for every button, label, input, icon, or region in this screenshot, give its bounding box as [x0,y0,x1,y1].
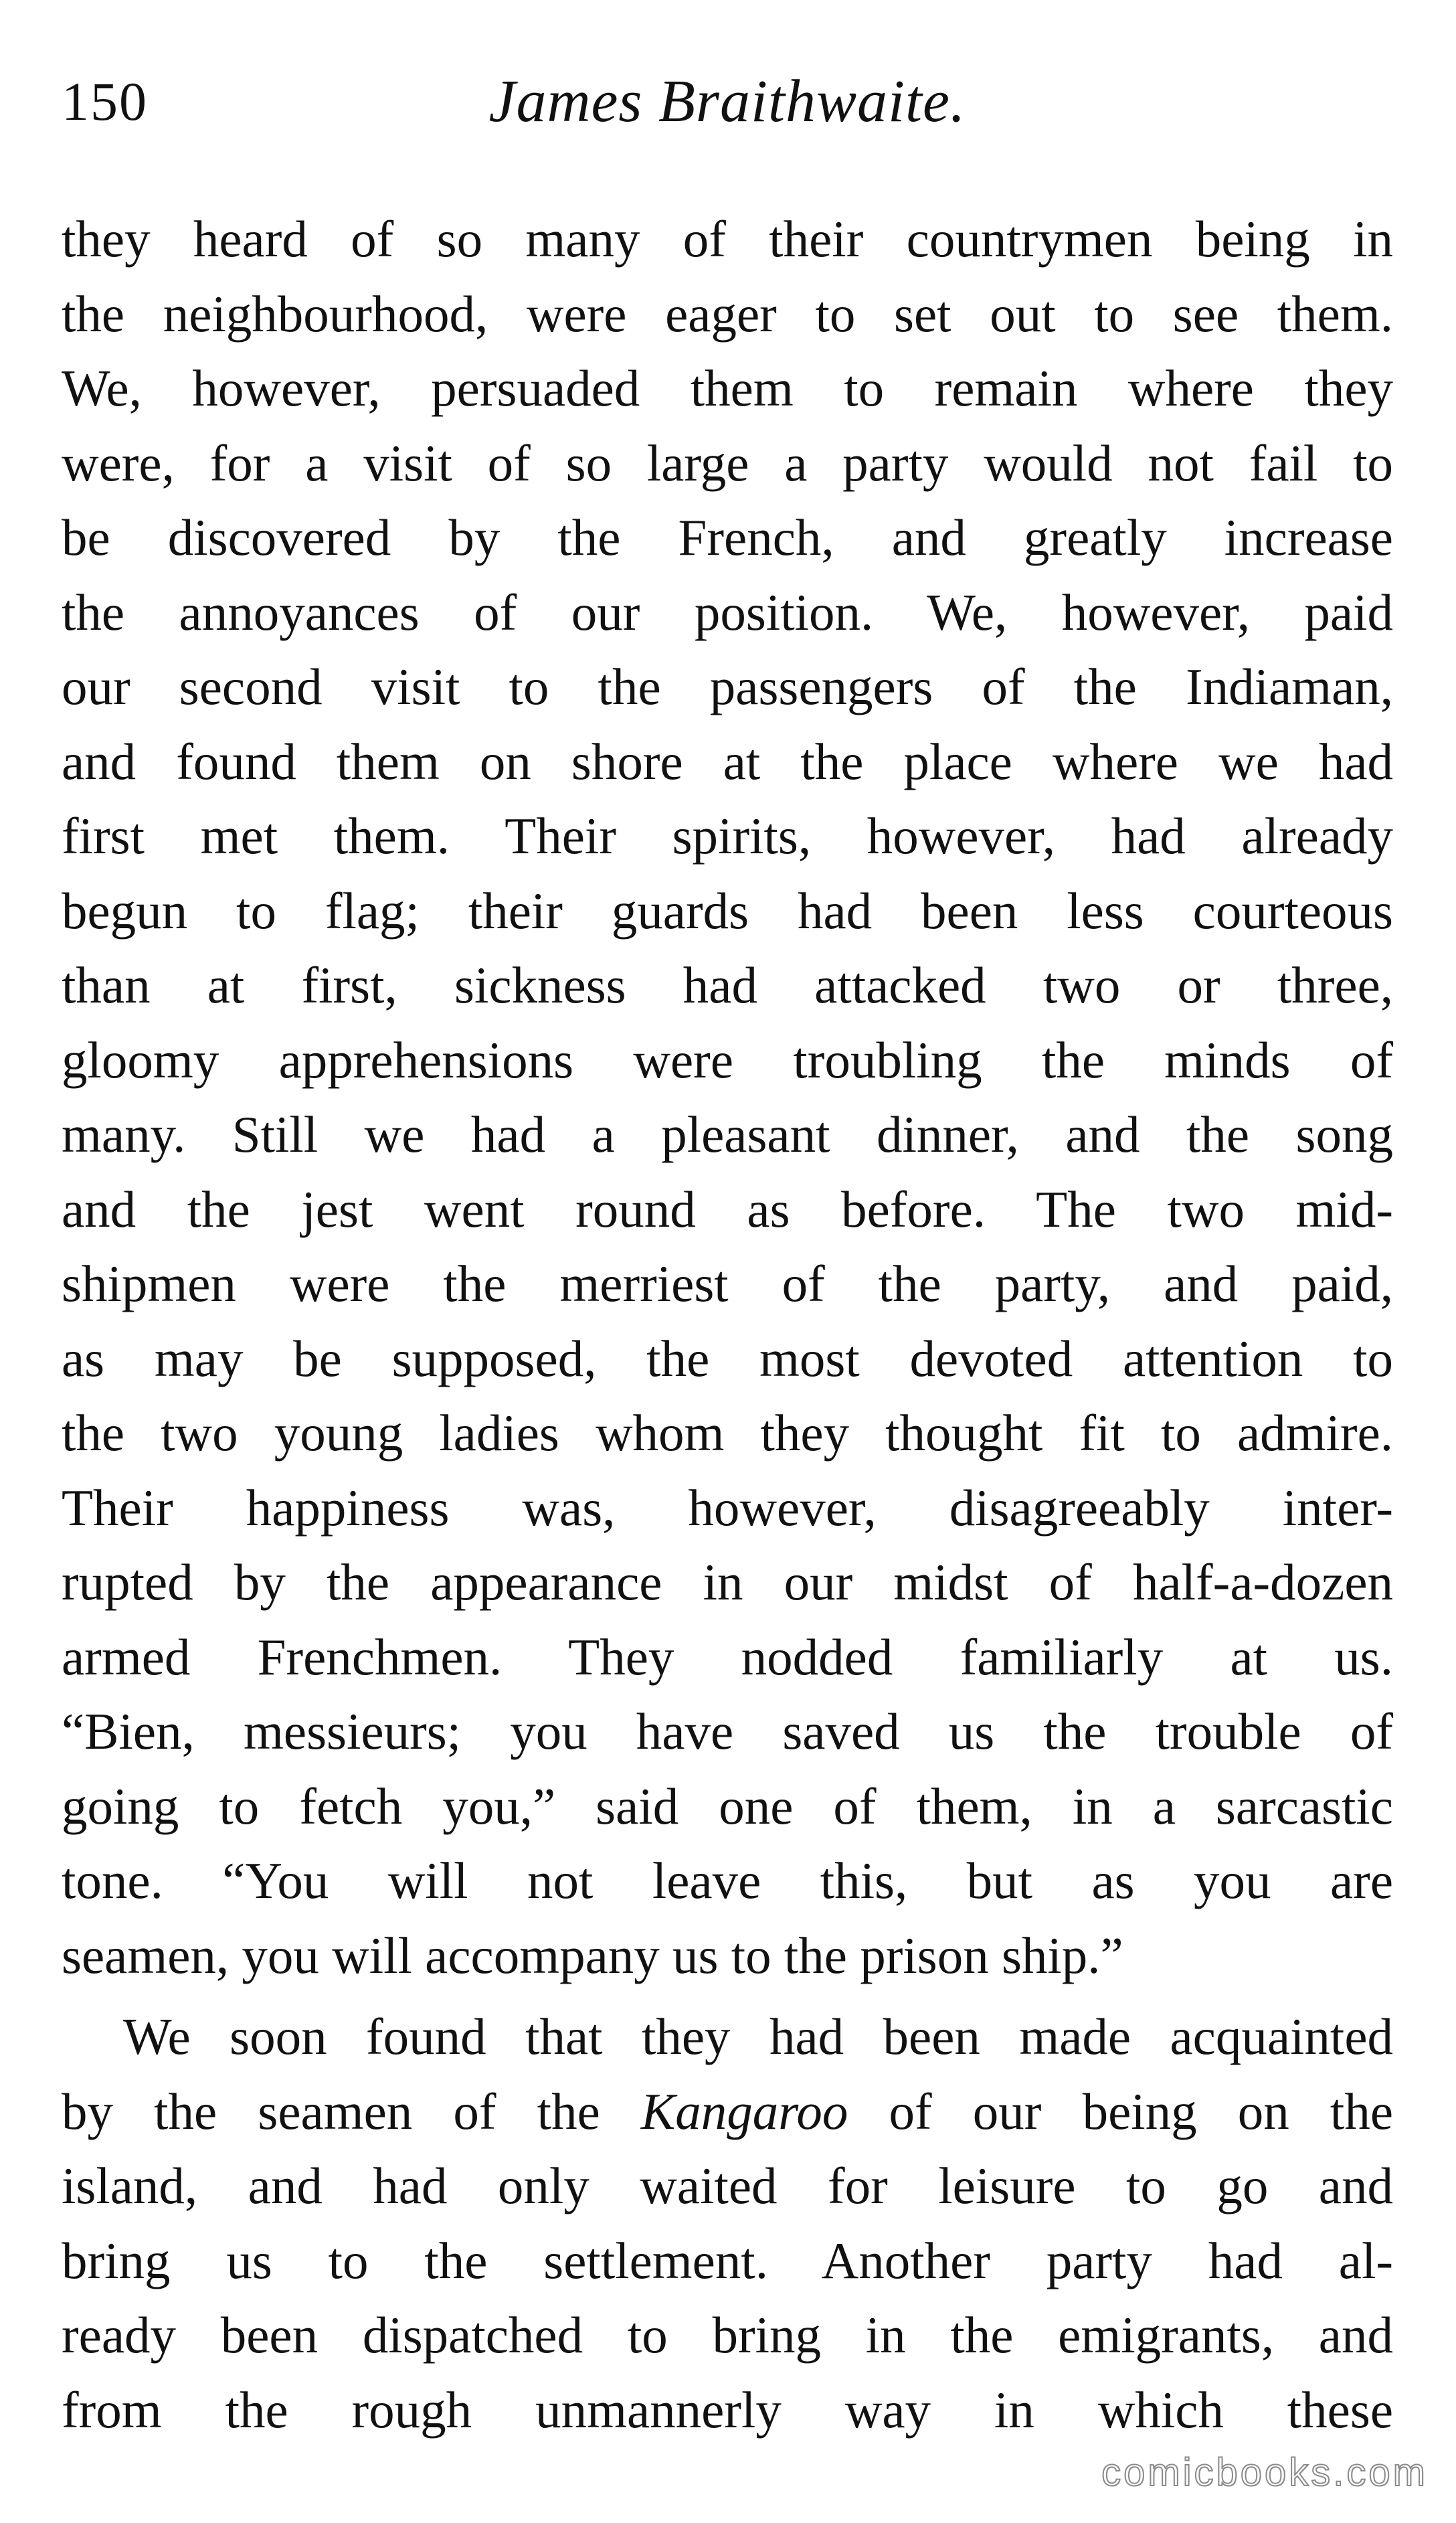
text-line: from the rough unmannerly way in which these [62,2380,1393,2439]
text-line: the two young ladies whom they thought fit to admire. [62,1404,1393,1462]
text-line: as may be supposed, the most devoted attention to [62,1329,1393,1387]
text-line: Their happiness was, however, disagreeably inter- [62,1478,1393,1537]
text-line: tone. “You will not leave this, but as you are [62,1852,1393,1909]
text-segment: by the seamen of the [62,2082,641,2140]
text-line: armed Frenchmen. They nodded familiarly at us. [62,1628,1393,1686]
text-line: shipmen were the merriest of the party, and paid, [62,1255,1393,1312]
text-segment: of our being on the [848,2082,1394,2140]
text-line: going to fetch you,” said one of them, in a sarcastic [62,1777,1393,1835]
text-line: and the jest went round as before. The two mid- [62,1180,1393,1238]
text-line: the neighbourhood, were eager to set out to see them. [62,284,1393,343]
text-line: the annoyances of our position. We, however, paid [62,583,1393,641]
text-line: they heard of so many of their countrymen being in [62,210,1393,268]
text-line: rupted by the appearance in our midst of half-a-dozen [62,1553,1393,1611]
text-line: begun to flag; their guards had been less courteous [62,881,1393,940]
text-line: We, however, persuaded them to remain where they [62,359,1393,417]
text-line: island, and had only waited for leisure to go and [62,2157,1393,2214]
body-text [62,202,1393,2447]
text-line: were, for a visit of so large a party would not fail to [62,434,1393,492]
text-line [62,2075,1393,2150]
text-line: many. Still we had a pleasant dinner, and the song [62,1106,1393,1163]
text-line: first met them. Their spirits, however, had already [62,807,1393,865]
text-line: “Bien, messieurs; you have saved us the trouble of [62,1703,1393,1760]
text-line: gloomy apprehensions were troubling the minds of [62,1031,1393,1089]
page-number: 150 [62,71,148,132]
book-title: James Braithwaite. [488,68,966,135]
watermark: comicbooks.com [1101,2451,1428,2494]
paragraph-2 [62,2000,1393,2447]
paragraph-1 [62,202,1393,1993]
text-line: be discovered by the French, and greatly increase [62,509,1393,566]
paragraph-gap [62,1993,1393,2000]
running-head [62,62,1393,142]
text-line: our second visit to the passengers of the Indiaman, [62,658,1393,715]
text-line: We soon found that they had been made acquainted [123,2008,1393,2065]
ship-name-italic: Kangaroo [640,2082,848,2140]
text-line: seamen, you will accompany us to the prison ship.” [62,1926,1123,1984]
text-line: than at first, sickness had attacked two or three, [62,956,1393,1014]
text-line: and found them on shore at the place where we had [62,732,1393,790]
text-line: bring us to the settlement. Another party had al- [62,2231,1393,2289]
text-line: ready been dispatched to bring in the emigrants, and [62,2306,1393,2364]
